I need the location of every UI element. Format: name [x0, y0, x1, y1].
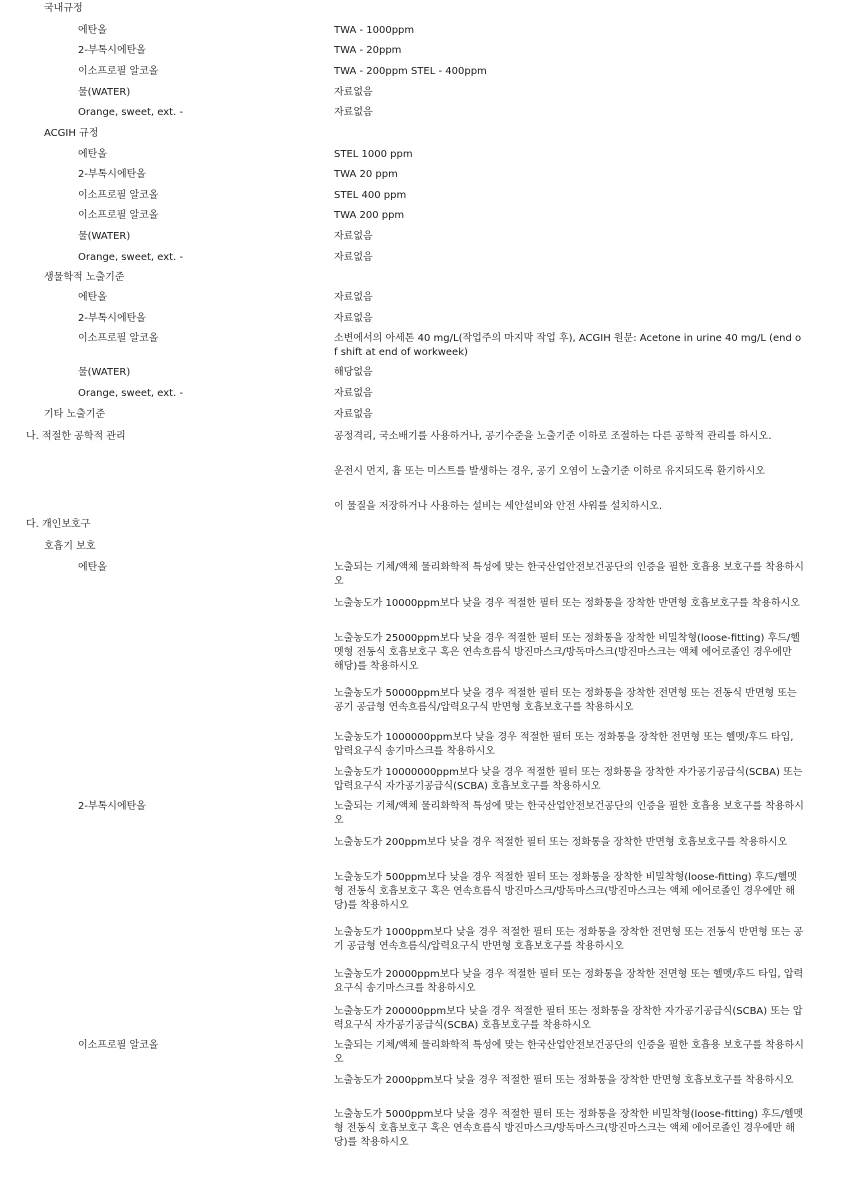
row-label: 2-부톡시에탄올 [78, 801, 146, 812]
row-label: 나. 적절한 공학적 관리 [26, 431, 126, 442]
row-value: 노출농도가 2000ppm보다 낮을 경우 적절한 필터 또는 정화통을 장착한 반면형 호흡보호구를 착용하시오 [334, 1075, 794, 1086]
row-value: 노출농도가 200000ppm보다 낮을 경우 적절한 필터 또는 정화통을 장착한 자가공기공급식(SCBA) 또는 압력요구식 자가공기공급식(SCBA) 호흡보호구를 착용하시오 [334, 1006, 803, 1031]
row-label: 이소프로필 알코올 [78, 210, 159, 221]
row-value: 노출농도가 1000ppm보다 낮을 경우 적절한 필터 또는 정화통을 장착한 전면형 또는 전동식 반면형 또는 공기 공급형 연속흐름식/압력요구식 반면형 호흡보호구를 착용하시오 [334, 927, 804, 952]
row-label: 에탄올 [78, 149, 107, 160]
row-value: 노출되는 기체/액체 물리화학적 특성에 맞는 한국산업안전보건공단의 인증을 필한 호흡용 보호구를 착용하시오 [334, 801, 804, 826]
row-value: 노출되는 기체/액체 물리화학적 특성에 맞는 한국산업안전보건공단의 인증을 필한 호흡용 보호구를 착용하시오 [334, 1040, 804, 1065]
row-value: 자료없음 [334, 252, 373, 263]
row-value: TWA 200 ppm [334, 210, 405, 221]
row-value: 자료없음 [334, 409, 373, 420]
row-value: 공정격리, 국소배기를 사용하거나, 공기수준을 노출기준 이하로 조절하는 다른 공학적 관리를 하시오. [334, 431, 772, 442]
row-label: 호흡기 보호 [44, 541, 96, 552]
row-label: 국내규정 [44, 3, 83, 14]
row-value: STEL 1000 ppm [334, 149, 413, 160]
row-value: 노출농도가 5000ppm보다 낮을 경우 적절한 필터 또는 정화통을 장착한 비밀착형(loose-fitting) 후드/헬멧형 전동식 호흡보호구 혹은 연속흐름식 방진마스크/방독마스크(방진마스크는 액체 에어로졸인 경우에만 해당)를 착용하시오 [334, 1109, 804, 1148]
row-value: 자료없음 [334, 231, 373, 242]
row-label: 에탄올 [78, 25, 107, 36]
row-label: 이소프로필 알코올 [78, 333, 159, 344]
row-value: 자료없음 [334, 292, 373, 303]
row-value: 노출농도가 500ppm보다 낮을 경우 적절한 필터 또는 정화통을 장착한 비밀착형(loose-fitting) 후드/헬멧형 전동식 호흡보호구 혹은 연속흐름식 방진마스크/방독마스크(방진마스크는 액체 에어로졸인 경우에만 해당)를 착용하시오 [334, 872, 797, 911]
row-label: 에탄올 [78, 562, 107, 573]
row-label: 물(WATER) [78, 367, 131, 378]
row-value: 노출농도가 10000000ppm보다 낮을 경우 적절한 필터 또는 정화통을 장착한 자가공기공급식(SCBA) 또는 압력요구식 자가공기공급식(SCBA) 호흡보호구를 착용하시오 [334, 767, 803, 792]
row-value: 이 물질을 저장하거나 사용하는 설비는 세안설비와 안전 샤워를 설치하시오. [334, 501, 663, 512]
row-label: ACGIH 규정 [44, 128, 99, 139]
row-value: STEL 400 ppm [334, 190, 407, 201]
row-value: 노출농도가 25000ppm보다 낮을 경우 적절한 필터 또는 정화통을 장착한 비밀착형(loose-fitting) 후드/헬멧형 전동식 호흡보호구 혹은 연속흐름식 방진마스크/방독마스크(방진마스크는 액체 에어로졸인 경우에만 해당)를 착용하시오 [334, 633, 800, 672]
row-value: 운전시 먼지, 흄 또는 미스트를 발생하는 경우, 공기 오염이 노출기준 이하로 유지되도록 환기하시오 [334, 466, 765, 477]
row-label: 2-부톡시에탄올 [78, 313, 146, 324]
row-value: 노출농도가 50000ppm보다 낮을 경우 적절한 필터 또는 정화통을 장착한 전면형 또는 전동식 반면형 또는 공기 공급형 연속흐름식/압력요구식 반면형 호흡보호구를 착용하시오 [334, 688, 797, 713]
row-label: 이소프로필 알코올 [78, 66, 159, 77]
row-value: 소변에서의 아세톤 40 mg/L(작업주의 마지막 작업 후), ACGIH 원문: Acetone in urine 40 mg/L (end of shift at end of workweek) [334, 333, 802, 358]
row-value: 자료없음 [334, 388, 373, 399]
row-value: 노출농도가 200ppm보다 낮을 경우 적절한 필터 또는 정화통을 장착한 반면형 호흡보호구를 착용하시오 [334, 837, 788, 848]
row-value: 노출농도가 20000ppm보다 낮을 경우 적절한 필터 또는 정화통을 장착한 전면형 또는 헬멧/후드 타입, 압력요구식 송기마스크를 착용하시오 [334, 969, 804, 994]
row-value: TWA - 20ppm [334, 45, 402, 56]
row-label: 기타 노출기준 [44, 409, 106, 420]
row-value: 자료없음 [334, 87, 373, 98]
row-value: 노출되는 기체/액체 물리화학적 특성에 맞는 한국산업안전보건공단의 인증을 필한 호흡용 보호구를 착용하시오 [334, 562, 804, 587]
row-label: 에탄올 [78, 292, 107, 303]
row-value: 노출농도가 1000000ppm보다 낮을 경우 적절한 필터 또는 정화통을 장착한 전면형 또는 헬멧/후드 타입, 압력요구식 송기마스크를 착용하시오 [334, 732, 794, 757]
row-value: 자료없음 [334, 313, 373, 324]
row-label: Orange, sweet, ext. - [78, 388, 184, 399]
row-value: 노출농도가 10000ppm보다 낮을 경우 적절한 필터 또는 정화통을 장착한 반면형 호흡보호구를 착용하시오 [334, 598, 800, 609]
row-value: 자료없음 [334, 107, 373, 118]
row-value: TWA - 200ppm STEL - 400ppm [334, 66, 487, 77]
row-value: TWA - 1000ppm [334, 25, 415, 36]
row-label: Orange, sweet, ext. - [78, 252, 184, 263]
row-label: 2-부톡시에탄올 [78, 45, 146, 56]
row-value: TWA 20 ppm [334, 169, 398, 180]
row-label: 이소프로필 알코올 [78, 1040, 159, 1051]
row-label: 2-부톡시에탄올 [78, 169, 146, 180]
row-label: Orange, sweet, ext. - [78, 107, 184, 118]
row-label: 물(WATER) [78, 87, 131, 98]
row-label: 생물학적 노출기준 [44, 272, 125, 283]
row-label: 이소프로필 알코올 [78, 190, 159, 201]
row-label: 물(WATER) [78, 231, 131, 242]
row-value: 해당없음 [334, 367, 373, 378]
row-label: 다. 개인보호구 [26, 519, 91, 530]
